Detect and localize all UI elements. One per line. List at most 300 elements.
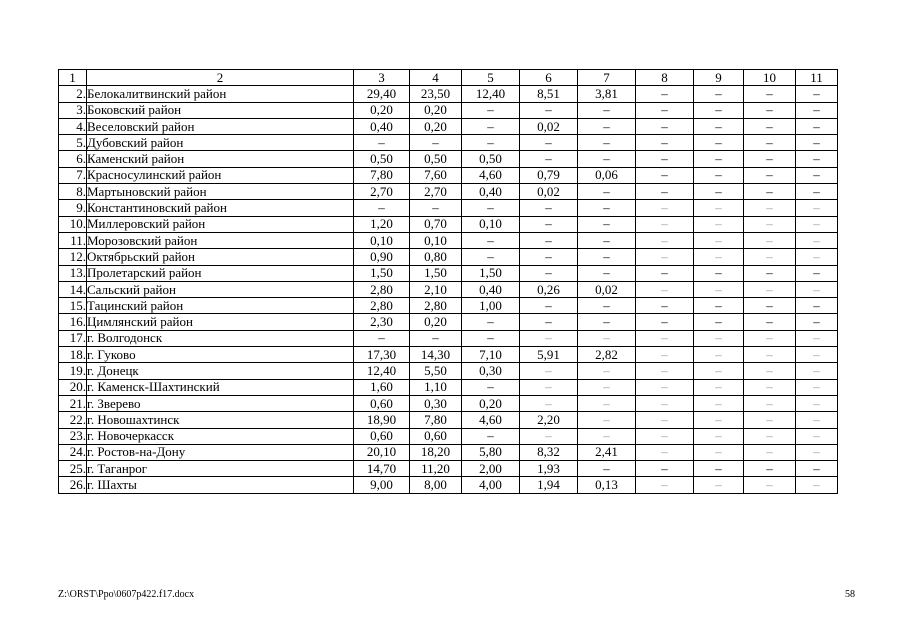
- value-cell: –: [796, 363, 838, 379]
- value-cell: –: [636, 265, 694, 281]
- value-cell: –: [744, 379, 796, 395]
- row-number-cell: 2.: [59, 86, 87, 102]
- value-cell: –: [520, 379, 578, 395]
- value-cell: 0,20: [462, 395, 520, 411]
- value-cell: 1,50: [462, 265, 520, 281]
- table-row: [59, 395, 838, 411]
- value-cell: 0,90: [354, 249, 410, 265]
- row-number-cell: 22.: [59, 412, 87, 428]
- value-cell: 0,79: [520, 167, 578, 183]
- value-cell: –: [462, 330, 520, 346]
- value-cell: –: [796, 118, 838, 134]
- value-cell: –: [744, 347, 796, 363]
- district-name-cell: Миллеровский район: [87, 216, 354, 232]
- value-cell: 7,80: [410, 412, 462, 428]
- value-cell: 29,40: [354, 86, 410, 102]
- value-cell: –: [578, 135, 636, 151]
- value-cell: –: [578, 428, 636, 444]
- value-cell: –: [796, 281, 838, 297]
- column-header: 3: [354, 70, 410, 86]
- value-cell: –: [694, 428, 744, 444]
- value-cell: –: [694, 330, 744, 346]
- value-cell: –: [636, 118, 694, 134]
- table-row: [59, 444, 838, 460]
- value-cell: 18,20: [410, 444, 462, 460]
- district-name-cell: Мартыновский район: [87, 184, 354, 200]
- value-cell: 1,94: [520, 477, 578, 493]
- footer-file-path: Z:\ORST\Ppo\0607p422.f17.docx: [58, 589, 195, 600]
- value-cell: 0,02: [578, 281, 636, 297]
- table-row: [59, 167, 838, 183]
- value-cell: –: [636, 200, 694, 216]
- value-cell: –: [636, 314, 694, 330]
- district-name-cell: Красносулинский район: [87, 167, 354, 183]
- value-cell: –: [462, 135, 520, 151]
- table-row: [59, 118, 838, 134]
- value-cell: 8,51: [520, 86, 578, 102]
- value-cell: –: [578, 298, 636, 314]
- row-number-cell: 16.: [59, 314, 87, 330]
- district-name-cell: Боковский район: [87, 102, 354, 118]
- column-header: 11: [796, 70, 838, 86]
- value-cell: –: [462, 232, 520, 248]
- district-name-cell: г. Донецк: [87, 363, 354, 379]
- value-cell: 2,20: [520, 412, 578, 428]
- value-cell: –: [462, 118, 520, 134]
- table-row: [59, 461, 838, 477]
- table-header-row: [59, 70, 838, 86]
- value-cell: –: [694, 379, 744, 395]
- row-number-cell: 14.: [59, 281, 87, 297]
- row-number-cell: 25.: [59, 461, 87, 477]
- value-cell: –: [520, 200, 578, 216]
- value-cell: –: [694, 216, 744, 232]
- value-cell: –: [694, 395, 744, 411]
- column-header: 9: [694, 70, 744, 86]
- value-cell: –: [520, 249, 578, 265]
- value-cell: –: [578, 395, 636, 411]
- value-cell: –: [578, 265, 636, 281]
- district-name-cell: г. Каменск-Шахтинский: [87, 379, 354, 395]
- table-row: [59, 232, 838, 248]
- value-cell: –: [694, 200, 744, 216]
- value-cell: –: [796, 102, 838, 118]
- row-number-cell: 6.: [59, 151, 87, 167]
- data-table: [58, 69, 838, 494]
- value-cell: –: [796, 379, 838, 395]
- value-cell: 5,50: [410, 363, 462, 379]
- district-name-cell: Октябрьский район: [87, 249, 354, 265]
- district-name-cell: Морозовский район: [87, 232, 354, 248]
- table-row: [59, 314, 838, 330]
- value-cell: –: [744, 363, 796, 379]
- row-number-cell: 11.: [59, 232, 87, 248]
- value-cell: –: [744, 330, 796, 346]
- value-cell: 1,50: [410, 265, 462, 281]
- value-cell: 2,82: [578, 347, 636, 363]
- value-cell: –: [694, 363, 744, 379]
- value-cell: 0,10: [354, 232, 410, 248]
- value-cell: 2,80: [410, 298, 462, 314]
- value-cell: –: [796, 249, 838, 265]
- value-cell: –: [744, 135, 796, 151]
- row-number-cell: 15.: [59, 298, 87, 314]
- column-header: 2: [87, 70, 354, 86]
- row-number-cell: 24.: [59, 444, 87, 460]
- value-cell: –: [578, 249, 636, 265]
- value-cell: 8,00: [410, 477, 462, 493]
- table-row: [59, 102, 838, 118]
- value-cell: 0,02: [520, 184, 578, 200]
- value-cell: –: [744, 167, 796, 183]
- value-cell: –: [796, 428, 838, 444]
- district-name-cell: г. Шахты: [87, 477, 354, 493]
- value-cell: –: [744, 86, 796, 102]
- value-cell: –: [694, 314, 744, 330]
- table-row: [59, 379, 838, 395]
- row-number-cell: 12.: [59, 249, 87, 265]
- value-cell: 5,91: [520, 347, 578, 363]
- value-cell: –: [796, 477, 838, 493]
- row-number-cell: 9.: [59, 200, 87, 216]
- value-cell: –: [796, 200, 838, 216]
- district-name-cell: г. Новочеркасск: [87, 428, 354, 444]
- value-cell: 4,00: [462, 477, 520, 493]
- value-cell: –: [520, 363, 578, 379]
- value-cell: 0,40: [462, 281, 520, 297]
- value-cell: –: [462, 249, 520, 265]
- value-cell: 5,80: [462, 444, 520, 460]
- value-cell: –: [694, 347, 744, 363]
- value-cell: –: [796, 184, 838, 200]
- value-cell: –: [636, 151, 694, 167]
- value-cell: –: [694, 167, 744, 183]
- column-header: 8: [636, 70, 694, 86]
- district-name-cell: г. Зверево: [87, 395, 354, 411]
- value-cell: –: [636, 249, 694, 265]
- value-cell: –: [578, 330, 636, 346]
- value-cell: –: [744, 151, 796, 167]
- value-cell: –: [636, 86, 694, 102]
- row-number-cell: 10.: [59, 216, 87, 232]
- value-cell: –: [578, 232, 636, 248]
- value-cell: –: [578, 151, 636, 167]
- value-cell: –: [744, 395, 796, 411]
- value-cell: 0,60: [354, 395, 410, 411]
- value-cell: –: [796, 461, 838, 477]
- row-number-cell: 21.: [59, 395, 87, 411]
- value-cell: –: [410, 330, 462, 346]
- district-name-cell: Каменский район: [87, 151, 354, 167]
- value-cell: –: [578, 184, 636, 200]
- column-header: 6: [520, 70, 578, 86]
- value-cell: –: [636, 232, 694, 248]
- value-cell: 0,50: [462, 151, 520, 167]
- table-row: [59, 347, 838, 363]
- value-cell: 11,20: [410, 461, 462, 477]
- value-cell: –: [694, 444, 744, 460]
- value-cell: –: [694, 184, 744, 200]
- table-row: [59, 298, 838, 314]
- district-name-cell: Константиновский район: [87, 200, 354, 216]
- column-header: 1: [59, 70, 87, 86]
- value-cell: –: [636, 184, 694, 200]
- district-name-cell: Веселовский район: [87, 118, 354, 134]
- value-cell: –: [796, 412, 838, 428]
- value-cell: –: [636, 281, 694, 297]
- value-cell: –: [520, 265, 578, 281]
- value-cell: –: [744, 118, 796, 134]
- value-cell: –: [796, 395, 838, 411]
- row-number-cell: 23.: [59, 428, 87, 444]
- value-cell: 0,26: [520, 281, 578, 297]
- district-name-cell: Белокалитвинский район: [87, 86, 354, 102]
- district-name-cell: Цимлянский район: [87, 314, 354, 330]
- value-cell: –: [636, 216, 694, 232]
- column-header: 10: [744, 70, 796, 86]
- value-cell: –: [636, 395, 694, 411]
- value-cell: –: [796, 216, 838, 232]
- value-cell: –: [636, 135, 694, 151]
- value-cell: –: [796, 135, 838, 151]
- value-cell: –: [636, 363, 694, 379]
- table-row: [59, 265, 838, 281]
- value-cell: 0,70: [410, 216, 462, 232]
- value-cell: 4,60: [462, 412, 520, 428]
- district-name-cell: г. Новошахтинск: [87, 412, 354, 428]
- value-cell: 23,50: [410, 86, 462, 102]
- value-cell: 1,20: [354, 216, 410, 232]
- value-cell: –: [520, 216, 578, 232]
- row-number-cell: 7.: [59, 167, 87, 183]
- value-cell: –: [578, 314, 636, 330]
- value-cell: 0,60: [354, 428, 410, 444]
- value-cell: –: [462, 428, 520, 444]
- table-row: [59, 200, 838, 216]
- value-cell: –: [520, 395, 578, 411]
- value-cell: –: [578, 412, 636, 428]
- value-cell: –: [354, 330, 410, 346]
- value-cell: 0,40: [354, 118, 410, 134]
- value-cell: –: [578, 216, 636, 232]
- value-cell: 1,93: [520, 461, 578, 477]
- table-row: [59, 412, 838, 428]
- value-cell: –: [744, 184, 796, 200]
- value-cell: –: [796, 314, 838, 330]
- value-cell: –: [744, 314, 796, 330]
- value-cell: 2,70: [354, 184, 410, 200]
- table-row: [59, 330, 838, 346]
- district-name-cell: г. Таганрог: [87, 461, 354, 477]
- value-cell: –: [636, 347, 694, 363]
- value-cell: –: [636, 477, 694, 493]
- value-cell: –: [636, 330, 694, 346]
- value-cell: 1,60: [354, 379, 410, 395]
- value-cell: –: [744, 216, 796, 232]
- row-number-cell: 3.: [59, 102, 87, 118]
- value-cell: 1,50: [354, 265, 410, 281]
- value-cell: 2,80: [354, 298, 410, 314]
- value-cell: –: [796, 298, 838, 314]
- value-cell: –: [578, 118, 636, 134]
- row-number-cell: 20.: [59, 379, 87, 395]
- value-cell: –: [744, 281, 796, 297]
- value-cell: 7,10: [462, 347, 520, 363]
- value-cell: –: [694, 298, 744, 314]
- table-row: [59, 363, 838, 379]
- value-cell: –: [744, 200, 796, 216]
- value-cell: –: [694, 86, 744, 102]
- value-cell: –: [694, 118, 744, 134]
- value-cell: –: [744, 444, 796, 460]
- value-cell: 0,20: [410, 118, 462, 134]
- district-name-cell: г. Волгодонск: [87, 330, 354, 346]
- value-cell: 2,30: [354, 314, 410, 330]
- value-cell: –: [744, 428, 796, 444]
- value-cell: –: [694, 412, 744, 428]
- district-name-cell: Дубовский район: [87, 135, 354, 151]
- value-cell: 3,81: [578, 86, 636, 102]
- value-cell: –: [694, 249, 744, 265]
- value-cell: –: [520, 102, 578, 118]
- value-cell: –: [462, 102, 520, 118]
- value-cell: 4,60: [462, 167, 520, 183]
- value-cell: –: [636, 444, 694, 460]
- table-body: [59, 86, 838, 493]
- district-name-cell: Сальский район: [87, 281, 354, 297]
- value-cell: –: [354, 135, 410, 151]
- value-cell: –: [578, 200, 636, 216]
- value-cell: –: [354, 200, 410, 216]
- value-cell: –: [744, 232, 796, 248]
- value-cell: –: [520, 151, 578, 167]
- row-number-cell: 4.: [59, 118, 87, 134]
- value-cell: –: [410, 135, 462, 151]
- value-cell: –: [462, 314, 520, 330]
- value-cell: –: [796, 265, 838, 281]
- value-cell: –: [694, 151, 744, 167]
- value-cell: –: [744, 461, 796, 477]
- column-header: 7: [578, 70, 636, 86]
- row-number-cell: 18.: [59, 347, 87, 363]
- table-row: [59, 428, 838, 444]
- value-cell: –: [694, 477, 744, 493]
- district-name-cell: г. Ростов-на-Дону: [87, 444, 354, 460]
- value-cell: –: [744, 298, 796, 314]
- value-cell: –: [520, 428, 578, 444]
- value-cell: 0,40: [462, 184, 520, 200]
- table-row: [59, 216, 838, 232]
- row-number-cell: 13.: [59, 265, 87, 281]
- value-cell: 12,40: [462, 86, 520, 102]
- value-cell: –: [744, 477, 796, 493]
- column-header: 4: [410, 70, 462, 86]
- value-cell: –: [578, 461, 636, 477]
- value-cell: 0,30: [410, 395, 462, 411]
- value-cell: 2,10: [410, 281, 462, 297]
- value-cell: –: [520, 232, 578, 248]
- value-cell: 0,06: [578, 167, 636, 183]
- value-cell: –: [796, 444, 838, 460]
- table-row: [59, 477, 838, 493]
- table-row: [59, 249, 838, 265]
- value-cell: –: [520, 330, 578, 346]
- value-cell: –: [520, 314, 578, 330]
- value-cell: 20,10: [354, 444, 410, 460]
- value-cell: –: [636, 412, 694, 428]
- value-cell: –: [744, 102, 796, 118]
- value-cell: –: [694, 232, 744, 248]
- value-cell: –: [636, 428, 694, 444]
- value-cell: –: [694, 461, 744, 477]
- value-cell: 0,60: [410, 428, 462, 444]
- value-cell: 0,80: [410, 249, 462, 265]
- value-cell: 0,50: [354, 151, 410, 167]
- value-cell: –: [744, 265, 796, 281]
- row-number-cell: 19.: [59, 363, 87, 379]
- value-cell: 0,30: [462, 363, 520, 379]
- table-row: [59, 184, 838, 200]
- value-cell: 2,00: [462, 461, 520, 477]
- value-cell: 2,41: [578, 444, 636, 460]
- value-cell: 2,80: [354, 281, 410, 297]
- value-cell: –: [694, 281, 744, 297]
- value-cell: –: [796, 151, 838, 167]
- value-cell: –: [636, 461, 694, 477]
- table-row: [59, 281, 838, 297]
- row-number-cell: 26.: [59, 477, 87, 493]
- row-number-cell: 8.: [59, 184, 87, 200]
- table-row: [59, 151, 838, 167]
- value-cell: 0,20: [354, 102, 410, 118]
- district-name-cell: Тацинский район: [87, 298, 354, 314]
- value-cell: –: [744, 412, 796, 428]
- value-cell: –: [796, 86, 838, 102]
- value-cell: 7,80: [354, 167, 410, 183]
- value-cell: 12,40: [354, 363, 410, 379]
- value-cell: 2,70: [410, 184, 462, 200]
- value-cell: –: [694, 135, 744, 151]
- value-cell: –: [796, 330, 838, 346]
- column-header: 5: [462, 70, 520, 86]
- row-number-cell: 5.: [59, 135, 87, 151]
- value-cell: 17,30: [354, 347, 410, 363]
- value-cell: –: [578, 363, 636, 379]
- value-cell: –: [410, 200, 462, 216]
- value-cell: –: [694, 102, 744, 118]
- value-cell: 9,00: [354, 477, 410, 493]
- value-cell: 0,20: [410, 102, 462, 118]
- value-cell: 0,10: [410, 232, 462, 248]
- district-name-cell: Пролетарский район: [87, 265, 354, 281]
- table-row: [59, 135, 838, 151]
- value-cell: –: [520, 298, 578, 314]
- value-cell: 0,50: [410, 151, 462, 167]
- value-cell: 1,10: [410, 379, 462, 395]
- footer-page-number: 58: [845, 589, 855, 600]
- value-cell: –: [462, 200, 520, 216]
- value-cell: –: [578, 379, 636, 395]
- district-name-cell: г. Гуково: [87, 347, 354, 363]
- value-cell: –: [796, 167, 838, 183]
- value-cell: 14,70: [354, 461, 410, 477]
- value-cell: 0,02: [520, 118, 578, 134]
- value-cell: 14,30: [410, 347, 462, 363]
- value-cell: –: [636, 298, 694, 314]
- value-cell: –: [636, 379, 694, 395]
- value-cell: –: [578, 102, 636, 118]
- value-cell: –: [636, 102, 694, 118]
